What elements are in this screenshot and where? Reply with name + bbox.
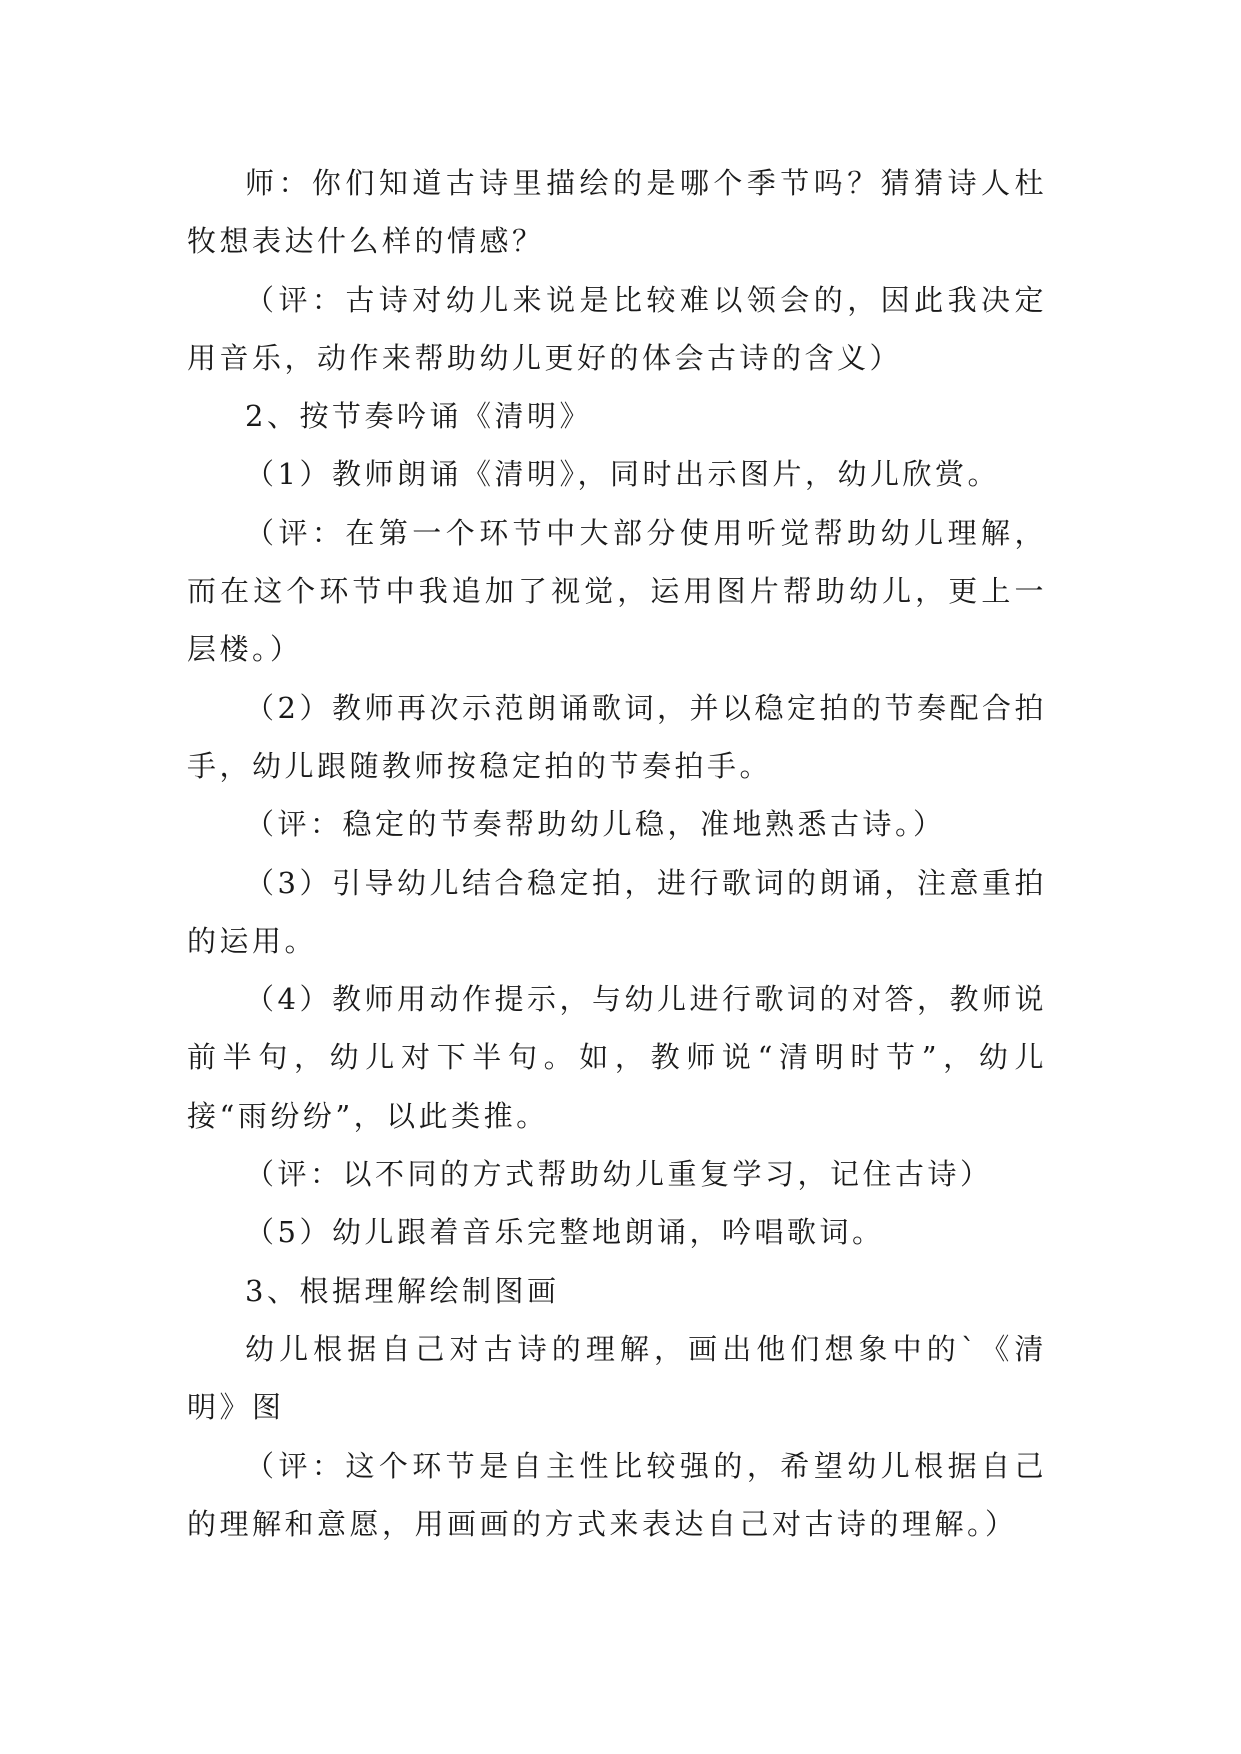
paragraph-comment-visual: （评：在第一个环节中大部分使用听觉帮助幼儿理解，而在这个环节中我追加了视觉，运用图片帮助幼儿，更上一层楼。） (187, 515, 1047, 667)
paragraph-comment-repeat: （评：以不同的方式帮助幼儿重复学习，记住古诗） (245, 1157, 993, 1192)
section-heading-draw: 3、根据理解绘制图画 (245, 1273, 560, 1308)
paragraph-draw-task: 幼儿根据自己对古诗的理解，画出他们想象中的`《清明》图 (187, 1331, 1047, 1425)
paragraph-teacher-question: 师：你们知道古诗里描绘的是哪个季节吗？猜猜诗人杜牧想表达什么样的情感？ (187, 166, 1047, 259)
paragraph-step-5: （5）幼儿跟着音乐完整地朗诵，吟唱歌词。 (245, 1215, 885, 1250)
paragraph-comment-autonomy: （评：这个环节是自主性比较强的，希望幼儿根据自己的理解和意愿，用画画的方式来表达自己对古诗的理解。） (187, 1448, 1047, 1541)
section-heading-recite: 2、按节奏吟诵《清明》 (245, 399, 592, 434)
paragraph-step-1: （1）教师朗诵《清明》，同时出示图片，幼儿欣赏。 (245, 457, 1000, 492)
paragraph-step-4: （4）教师用动作提示，与幼儿进行歌词的对答，教师说前半句，幼儿对下半句。如，教师说“清明时节”，幼儿接“雨纷纷”，以此类推。 (187, 982, 1047, 1133)
paragraph-step-2: （2）教师再次示范朗诵歌词，并以稳定拍的节奏配合拍手，幼儿跟随教师按稳定拍的节奏拍手。 (187, 690, 1047, 783)
paragraph-comment-rhythm: （评：稳定的节奏帮助幼儿稳，准地熟悉古诗。） (245, 807, 946, 842)
paragraph-step-3: （3）引导幼儿结合稳定拍，进行歌词的朗诵，注意重拍的运用。 (187, 865, 1047, 958)
document-body (187, 154, 1047, 1553)
paragraph-comment-music-action: （评：古诗对幼儿来说是比较难以领会的，因此我决定用音乐，动作来帮助幼儿更好的体会古诗的含义） (187, 282, 1047, 375)
